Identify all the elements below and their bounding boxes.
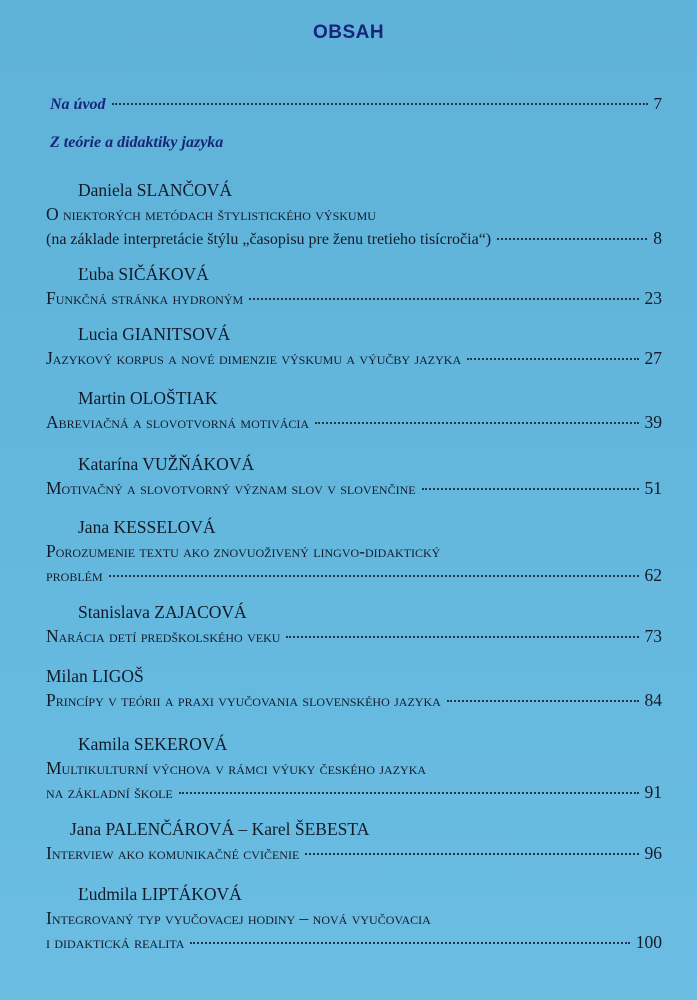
entry-title-cont: na základní škole [46, 782, 173, 802]
toc-entry[interactable] [46, 322, 662, 370]
toc-entry[interactable] [46, 882, 662, 954]
entry-author: Martin OLOŠTIAK [78, 388, 218, 408]
toc-entry[interactable] [46, 386, 662, 434]
entry-title: Abreviačná a slovotvorná motivácia [46, 412, 310, 432]
entry-author: Lucia GIANITSOVÁ [78, 324, 231, 344]
entry-page: 23 [644, 288, 662, 308]
entry-title: Jazykový korpus a nové dimenzie výskumu a výučby jazyka [46, 348, 462, 368]
entry-page: 91 [644, 782, 662, 802]
dot-leader [447, 700, 639, 702]
entry-last-line [46, 624, 662, 648]
dot-leader [179, 792, 639, 794]
entry-title: Narácia detí predškolského veku [46, 626, 281, 646]
entry-last-line [46, 476, 662, 500]
entry-title-cont: problém [46, 565, 103, 585]
toc-entry[interactable] [46, 262, 662, 310]
toc-entry[interactable] [46, 452, 662, 500]
entry-author: Daniela SLANČOVÁ [78, 180, 233, 200]
entry-last-line [46, 410, 662, 434]
entry-subtitle: (na základe interpretácie štýlu „časopisu pre ženu tretieho tisícročia“) [46, 231, 492, 248]
entry-page: 100 [635, 932, 662, 952]
entry-title: O niektorých metódach štylistického výskumu [46, 204, 376, 224]
entry-page: 8 [653, 228, 662, 248]
toc-entry[interactable] [46, 515, 662, 587]
entry-author: Stanislava ZAJACOVÁ [78, 602, 247, 622]
entry-title: Interview ako komunikačné cvičenie [46, 843, 300, 863]
entry-title: Porozumenie textu ako znovuoživený lingvo-didaktický [46, 541, 441, 561]
entry-page: 84 [644, 690, 662, 710]
entry-author: Ľudmila LIPTÁKOVÁ [78, 884, 242, 904]
toc-entry[interactable] [46, 817, 662, 865]
entry-author: Ľuba SIČÁKOVÁ [78, 264, 209, 284]
entry-title: Funkčná stránka hydroným [46, 288, 244, 308]
entry-page: 51 [644, 478, 662, 498]
entry-author: Jana KESSELOVÁ [78, 517, 216, 537]
entry-last-line [46, 286, 662, 310]
entry-last-line [46, 226, 662, 252]
entry-title: Integrovaný typ vyučovacej hodiny – nová vyučovacia [46, 908, 431, 928]
entry-author: Katarína VUŽŇÁKOVÁ [78, 454, 255, 474]
entry-last-line [46, 688, 662, 712]
entry-page: 96 [644, 843, 662, 863]
toc-entry[interactable] [46, 664, 662, 712]
entry-last-line [46, 563, 662, 587]
dot-leader [286, 636, 638, 638]
entry-title-cont: i didaktická realita [46, 932, 185, 952]
dot-leader [305, 853, 638, 855]
entry-last-line [46, 780, 662, 804]
section-heading: Z teórie a didaktiky jazyka [50, 134, 224, 151]
entry-page: 73 [644, 626, 662, 646]
dot-leader [109, 575, 639, 577]
dot-leader [497, 238, 647, 240]
entry-page: 62 [644, 565, 662, 585]
dot-leader [249, 298, 638, 300]
intro-label: Na úvod [50, 96, 106, 113]
entry-page: 39 [644, 412, 662, 432]
intro-page: 7 [653, 94, 662, 113]
dot-leader [422, 488, 639, 490]
entry-last-line [46, 841, 662, 865]
page-title: OBSAH [312, 22, 385, 43]
entry-page: 27 [644, 348, 662, 368]
entry-last-line [46, 930, 662, 954]
entry-author: Kamila SEKEROVÁ [78, 734, 228, 754]
intro-row[interactable] [50, 92, 662, 117]
dot-leader [467, 358, 638, 360]
entry-author: Milan LIGOŠ [46, 666, 144, 686]
dot-leader [315, 422, 638, 424]
toc-entry[interactable] [46, 178, 662, 252]
entry-last-line [46, 346, 662, 370]
entry-title: Princípy v teórii a praxi vyučovania slovenského jazyka [46, 690, 441, 710]
toc-entry[interactable] [46, 732, 662, 804]
entry-title: Motivačný a slovotvorný význam slov v slovenčine [46, 478, 416, 498]
dot-leader [190, 942, 629, 944]
entry-title: Multikulturní výchova v rámci výuky českého jazyka [46, 758, 427, 778]
toc-entry[interactable] [46, 600, 662, 648]
entry-author: Jana PALENČÁROVÁ – Karel ŠEBESTA [70, 819, 370, 839]
dot-leader [112, 103, 648, 105]
